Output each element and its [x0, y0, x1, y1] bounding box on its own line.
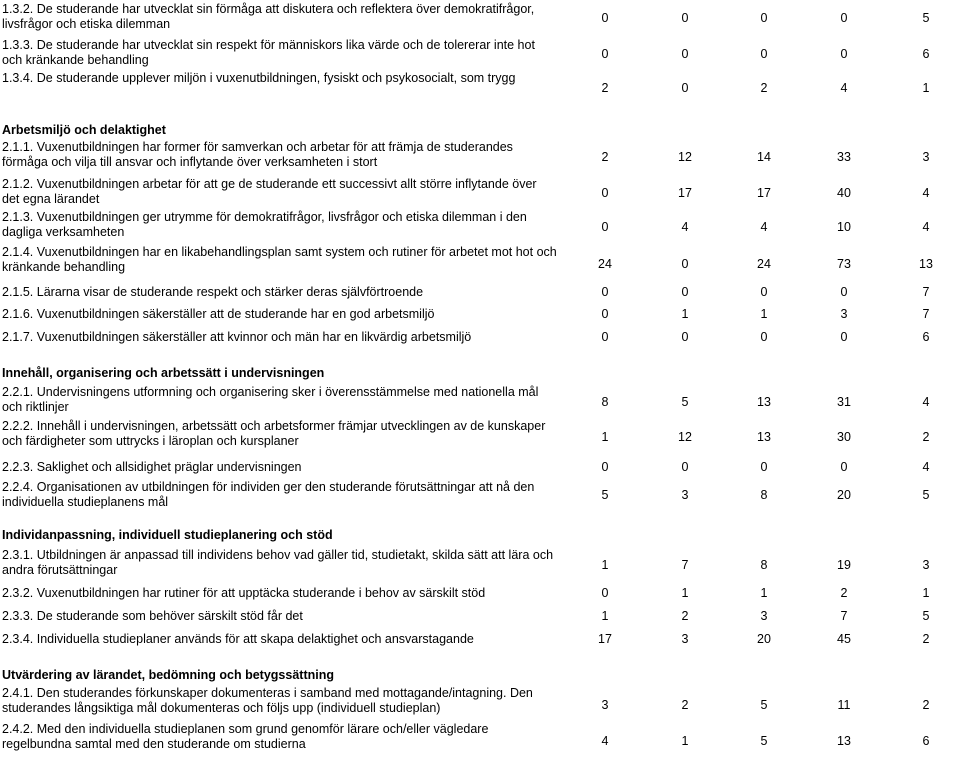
value-cell: 2: [601, 150, 609, 164]
value-cell: 3: [681, 632, 689, 646]
value-cell: 0: [681, 460, 689, 474]
value-cell: 73: [837, 257, 851, 271]
value-cell: 5: [601, 488, 609, 502]
value-cell: 0: [681, 81, 689, 95]
value-cell: 0: [601, 330, 609, 344]
statement-2-4-2: 2.4.2. Med den individuella studieplanen som grund genomför lärare och/eller vägledare regelbundna samtal med den studerande om studierna: [2, 722, 489, 751]
section-heading-arbetsmiljo: Arbetsmiljö och delaktighet: [2, 123, 166, 137]
value-cell: 24: [757, 257, 771, 271]
value-cell: 0: [601, 220, 609, 234]
value-cell: 20: [757, 632, 771, 646]
statement-2-3-1: 2.3.1. Utbildningen är anpassad till individens behov vad gäller tid, studietakt, skilda sätt att lära och andra förutsättningar: [2, 548, 554, 577]
value-cell: 10: [837, 220, 851, 234]
value-cell: 1: [922, 81, 930, 95]
value-cell: 0: [760, 285, 768, 299]
statement-2-3-2: 2.3.2. Vuxenutbildningen har rutiner för att upptäcka studerande i behov av särskilt stöd: [2, 586, 486, 600]
value-cell: 3: [760, 609, 768, 623]
section-heading-utvardering: Utvärdering av lärandet, bedömning och betygssättning: [2, 668, 334, 682]
value-cell: 1: [681, 586, 689, 600]
statement-2-1-6: 2.1.6. Vuxenutbildningen säkerställer att de studerande har en god arbetsmiljö: [2, 307, 435, 321]
value-cell: 5: [760, 734, 768, 748]
value-cell: 11: [837, 698, 851, 712]
value-cell: 17: [598, 632, 612, 646]
value-cell: 2: [760, 81, 768, 95]
value-cell: 2: [922, 430, 930, 444]
value-cell: 13: [757, 395, 771, 409]
value-cell: 4: [922, 186, 930, 200]
value-cell: 4: [922, 460, 930, 474]
value-cell: 0: [840, 47, 848, 61]
statement-2-3-3: 2.3.3. De studerande som behöver särskilt stöd får det: [2, 609, 303, 623]
value-cell: 12: [678, 150, 692, 164]
value-cell: 3: [840, 307, 848, 321]
value-cell: 13: [757, 430, 771, 444]
value-cell: 1: [760, 307, 768, 321]
value-cell: 2: [681, 698, 689, 712]
value-cell: 1: [601, 609, 609, 623]
value-cell: 40: [837, 186, 851, 200]
value-cell: 0: [840, 460, 848, 474]
value-cell: 7: [922, 307, 930, 321]
value-cell: 3: [922, 558, 930, 572]
value-cell: 1: [760, 586, 768, 600]
value-cell: 13: [837, 734, 851, 748]
value-cell: 30: [837, 430, 851, 444]
value-cell: 4: [681, 220, 689, 234]
statement-2-2-4: 2.2.4. Organisationen av utbildningen för individen ger den studerande förutsättningar att nå den individuella studieplanens mål: [2, 480, 535, 509]
value-cell: 7: [681, 558, 689, 572]
value-cell: 45: [837, 632, 851, 646]
value-cell: 1: [601, 430, 609, 444]
statement-2-1-5: 2.1.5. Lärarna visar de studerande respekt och stärker deras självförtroende: [2, 285, 424, 299]
value-cell: 20: [837, 488, 851, 502]
statement-1-3-2: 1.3.2. De studerande har utvecklat sin förmåga att diskutera och reflektera över demokratifrågor, livsfrågor och etiska dilemman: [2, 2, 535, 31]
value-cell: 3: [681, 488, 689, 502]
value-cell: 0: [760, 330, 768, 344]
value-cell: 0: [601, 186, 609, 200]
value-cell: 0: [840, 330, 848, 344]
value-cell: 0: [760, 47, 768, 61]
value-cell: 3: [922, 150, 930, 164]
value-cell: 0: [601, 47, 609, 61]
value-cell: 2: [922, 698, 930, 712]
statement-2-1-4: 2.1.4. Vuxenutbildningen har en likabehandlingsplan samt system och rutiner för arbetet mot hot och kränkande behandling: [2, 245, 557, 274]
statement-2-2-2: 2.2.2. Innehåll i undervisningen, arbetssätt och arbetsformer främjar utvecklingen av de kunskaper och färdigheter som uttrycks i läroplan och kursplaner: [2, 419, 546, 448]
value-cell: 0: [681, 257, 689, 271]
value-cell: 4: [601, 734, 609, 748]
value-cell: 1: [601, 558, 609, 572]
value-cell: 5: [760, 698, 768, 712]
value-cell: 8: [601, 395, 609, 409]
value-cell: 0: [760, 11, 768, 25]
value-cell: 0: [601, 460, 609, 474]
statement-2-1-3: 2.1.3. Vuxenutbildningen ger utrymme för demokratifrågor, livsfrågor och etiska dilemman i den dagliga verksamheten: [2, 210, 527, 239]
value-cell: 5: [922, 11, 930, 25]
statement-2-1-7: 2.1.7. Vuxenutbildningen säkerställer att kvinnor och män har en likvärdig arbetsmiljö: [2, 330, 472, 344]
value-cell: 2: [840, 586, 848, 600]
value-cell: 1: [922, 586, 930, 600]
value-cell: 2: [601, 81, 609, 95]
value-cell: 0: [840, 285, 848, 299]
value-cell: 6: [922, 47, 930, 61]
value-cell: 4: [922, 220, 930, 234]
value-cell: 24: [598, 257, 612, 271]
value-cell: 0: [601, 307, 609, 321]
value-cell: 0: [681, 47, 689, 61]
value-cell: 5: [922, 488, 930, 502]
value-cell: 0: [601, 11, 609, 25]
section-heading-individanpassning: Individanpassning, individuell studieplanering och stöd: [2, 528, 333, 542]
value-cell: 17: [757, 186, 771, 200]
statement-2-1-1: 2.1.1. Vuxenutbildningen har former för samverkan och arbetar för att främja de studerandes förmåga och vilja till ansvar och inflytande över verksamheten i stort: [2, 140, 513, 169]
value-cell: 3: [601, 698, 609, 712]
value-cell: 0: [601, 285, 609, 299]
section-heading-innehall: Innehåll, organisering och arbetssätt i undervisningen: [2, 366, 325, 380]
value-cell: 6: [922, 734, 930, 748]
value-cell: 0: [840, 11, 848, 25]
statement-2-4-1: 2.4.1. Den studerandes förkunskaper dokumenteras i samband med mottagande/intagning. Den studerandes långsiktiga mål dokumenteras och följs upp (individuell studieplan): [2, 686, 533, 715]
value-cell: 8: [760, 558, 768, 572]
value-cell: 33: [837, 150, 851, 164]
statement-2-1-2: 2.1.2. Vuxenutbildningen arbetar för att ge de studerande ett successivt allt större inflytande över det egna lärandet: [2, 177, 537, 206]
value-cell: 1: [681, 307, 689, 321]
value-cell: 14: [757, 150, 771, 164]
value-cell: 6: [922, 330, 930, 344]
value-cell: 31: [837, 395, 851, 409]
value-cell: 13: [919, 257, 933, 271]
statement-2-2-3: 2.2.3. Saklighet och allsidighet präglar undervisningen: [2, 460, 302, 474]
value-cell: 0: [601, 586, 609, 600]
value-cell: 2: [681, 609, 689, 623]
statement-1-3-4: 1.3.4. De studerande upplever miljön i vuxenutbildningen, fysiskt och psykosocialt, som trygg: [2, 71, 516, 85]
value-cell: 0: [681, 330, 689, 344]
value-cell: 4: [760, 220, 768, 234]
statement-2-3-4: 2.3.4. Individuella studieplaner används för att skapa delaktighet och ansvarstagande: [2, 632, 474, 646]
statement-1-3-3: 1.3.3. De studerande har utvecklat sin respekt för människors lika värde och de tolererar inte hot och kränkande behandling: [2, 38, 535, 67]
value-cell: 2: [922, 632, 930, 646]
value-cell: 5: [681, 395, 689, 409]
value-cell: 5: [922, 609, 930, 623]
value-cell: 4: [922, 395, 930, 409]
value-cell: 7: [840, 609, 848, 623]
value-cell: 1: [681, 734, 689, 748]
value-cell: 19: [837, 558, 851, 572]
value-cell: 0: [681, 285, 689, 299]
value-cell: 7: [922, 285, 930, 299]
value-cell: 4: [840, 81, 848, 95]
value-cell: 12: [678, 430, 692, 444]
value-cell: 17: [678, 186, 692, 200]
value-cell: 0: [760, 460, 768, 474]
statement-2-2-1: 2.2.1. Undervisningens utformning och organisering sker i överensstämmelse med nationella mål och riktlinjer: [2, 385, 539, 414]
value-cell: 0: [681, 11, 689, 25]
value-cell: 8: [760, 488, 768, 502]
